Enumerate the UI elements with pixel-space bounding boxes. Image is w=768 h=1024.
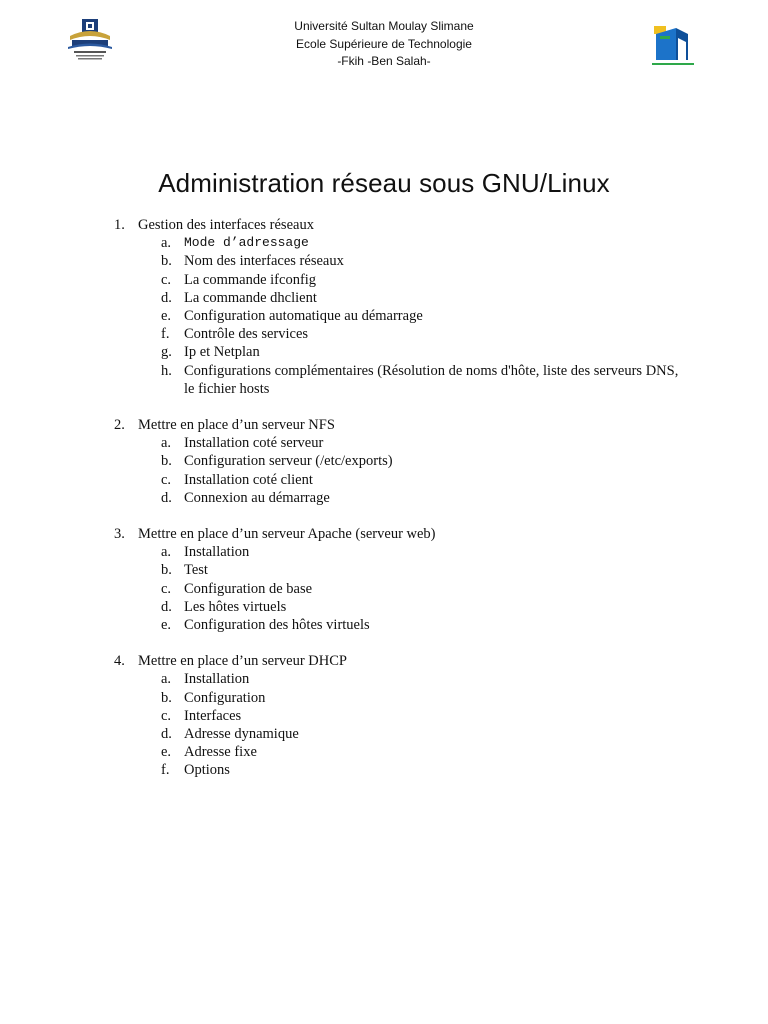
item-letter: b. — [161, 453, 172, 470]
item-text: La commande dhclient — [184, 289, 317, 306]
item-letter: f. — [161, 326, 170, 343]
item-letter: f. — [161, 762, 170, 779]
outline-section — [0, 525, 768, 634]
outline-item — [0, 307, 768, 325]
item-text: Nom des interfaces réseaux — [184, 253, 344, 270]
item-letter: e. — [161, 308, 172, 324]
institution-header — [0, 18, 768, 71]
section-number: 1. — [114, 217, 125, 233]
section-number: 4. — [114, 653, 125, 670]
section-title: Mettre en place d’un serveur DHCP — [138, 653, 347, 670]
item-letter: c. — [161, 580, 172, 597]
item-text: Configuration serveur (/etc/exports) — [184, 453, 393, 470]
item-letter: a. — [161, 671, 172, 688]
section-title: Mettre en place d’un serveur NFS — [138, 417, 335, 434]
item-letter: c. — [161, 707, 172, 724]
item-text: Test — [184, 562, 208, 579]
outline-item — [0, 452, 768, 470]
item-letter: e. — [161, 617, 172, 634]
item-text: Contrôle des services — [184, 326, 309, 343]
outline-section — [0, 652, 768, 779]
item-letter: g. — [161, 344, 172, 361]
outline-section — [0, 216, 768, 398]
item-text: Ip et Netplan — [184, 344, 260, 361]
outline-item — [0, 234, 768, 252]
item-text: Connexion au démarrage — [184, 489, 330, 506]
outline-item — [0, 434, 768, 452]
item-letter: h. — [161, 362, 172, 379]
item-letter: a. — [161, 544, 172, 561]
outline-item — [0, 325, 768, 343]
item-text: Installation — [184, 671, 250, 688]
outline-item — [0, 343, 768, 361]
item-letter: a. — [161, 235, 172, 252]
item-letter: d. — [161, 726, 172, 743]
section-title: Gestion des interfaces réseaux — [138, 217, 314, 233]
item-letter: b. — [161, 253, 172, 270]
item-text: Configuration de base — [184, 580, 313, 597]
item-text: Configuration automatique au démarrage — [184, 308, 423, 324]
item-text: Les hôtes virtuels — [184, 598, 287, 615]
item-letter: c. — [161, 271, 172, 288]
item-letter: d. — [161, 489, 172, 506]
item-text: Configuration des hôtes virtuels — [184, 617, 370, 634]
school-name: Ecole Supérieure de Technologie — [296, 36, 472, 51]
item-letter: b. — [161, 562, 172, 579]
outline-item — [0, 362, 768, 398]
document-title: Administration réseau sous GNU/Linux — [158, 168, 610, 198]
section-title: Mettre en place d’un serveur Apache (serveur web) — [138, 526, 436, 543]
item-letter: a. — [161, 435, 172, 452]
outline-section — [0, 416, 768, 507]
outline-item — [0, 580, 768, 598]
outline-item — [0, 271, 768, 289]
outline-item — [0, 670, 768, 688]
section-number: 2. — [114, 417, 125, 434]
item-text: Mode d’adressage — [184, 235, 309, 251]
item-text: Configurations complémentaires (Résolution de noms d'hôte, liste des serveurs DNS, le fichier hosts — [184, 362, 679, 397]
outline-item — [0, 743, 768, 761]
university-name: Université Sultan Moulay Slimane — [294, 19, 474, 33]
item-text: Adresse dynamique — [184, 726, 299, 743]
outline-item — [0, 616, 768, 634]
item-text: Installation coté serveur — [184, 435, 324, 452]
item-text: La commande ifconfig — [184, 271, 317, 288]
item-text: Interfaces — [184, 707, 242, 724]
outline-item — [0, 707, 768, 725]
item-text: Installation coté client — [184, 471, 313, 488]
outline-item — [0, 289, 768, 307]
outline-item — [0, 598, 768, 616]
item-letter: d. — [161, 598, 172, 615]
outline-item — [0, 252, 768, 270]
item-letter: d. — [161, 289, 172, 306]
school-location: -Fkih -Ben Salah- — [337, 54, 431, 68]
item-text: Adresse fixe — [184, 744, 257, 761]
outline-item — [0, 725, 768, 743]
item-text: Options — [184, 762, 230, 779]
course-outline — [0, 216, 768, 798]
section-number: 3. — [114, 526, 125, 543]
item-letter: c. — [161, 471, 172, 488]
outline-item — [0, 761, 768, 779]
outline-item — [0, 489, 768, 507]
outline-item — [0, 543, 768, 561]
outline-item — [0, 561, 768, 579]
item-text: Configuration — [184, 689, 266, 706]
item-text: Installation — [184, 544, 250, 561]
item-letter: b. — [161, 689, 172, 706]
item-letter: e. — [161, 744, 172, 761]
outline-item — [0, 471, 768, 489]
outline-item — [0, 689, 768, 707]
